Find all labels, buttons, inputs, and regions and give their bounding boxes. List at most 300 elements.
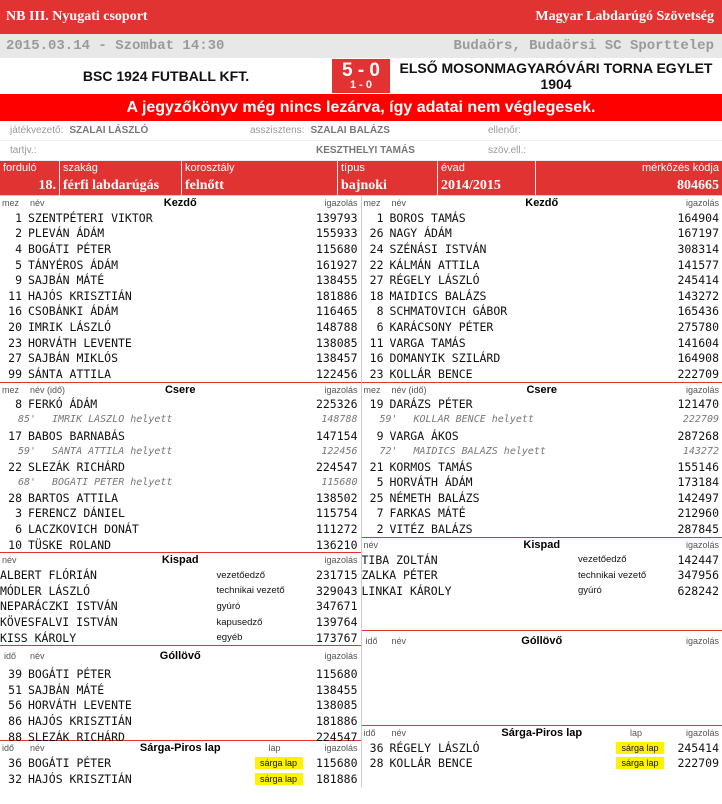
- replaced-player: IMRIK LÁSZLÓ helyett: [52, 414, 173, 426]
- license-id: 142447: [677, 552, 719, 567]
- sub-row[interactable]: [362, 490, 722, 506]
- officials-row-1: [0, 121, 722, 141]
- away-team[interactable]: ELSŐ MOSONMAGYARÓVÁRI TORNA EGYLET 1904: [399, 60, 713, 92]
- license-id: 116465: [315, 304, 358, 319]
- license-id: 287268: [677, 428, 719, 443]
- starter-row[interactable]: [0, 335, 361, 351]
- license-id: 155933: [315, 226, 358, 241]
- license-id: 308314: [677, 241, 719, 256]
- player-name[interactable]: HORVÁTH LEVENTE: [28, 335, 132, 350]
- player-name[interactable]: SLEZÁK RICHÁRD: [28, 459, 125, 474]
- license-id: 224547: [315, 459, 358, 474]
- col-label-left: idő: [2, 743, 15, 754]
- card-row[interactable]: [362, 740, 722, 756]
- staff-name[interactable]: LINKAI KÁROLY: [361, 583, 452, 598]
- section-title: Csere: [526, 383, 558, 396]
- match-code-label: mérkőzés kódja: [641, 162, 719, 174]
- license-id: 141604: [677, 335, 719, 350]
- goal-row: [0, 713, 361, 729]
- player-name[interactable]: BABOS BARNABÁS: [28, 428, 125, 443]
- jersey-number: 8: [376, 304, 384, 319]
- col-label-left: idő: [363, 727, 376, 738]
- license-id: 347671: [315, 599, 358, 614]
- substitution-detail: [362, 443, 722, 459]
- home-column: [0, 196, 362, 787]
- section-title: Sárga-Piros lap: [501, 726, 583, 739]
- player-name[interactable]: VARGA ÁKOS: [389, 428, 459, 443]
- player-name[interactable]: FARKAS MÁTÉ: [389, 506, 466, 521]
- sub-minute: 68': [17, 476, 36, 488]
- match-venue: Budaörs, Budaörsi SC Sporttelep: [453, 38, 714, 54]
- jersey-number: 1: [376, 210, 384, 225]
- staff-name[interactable]: KÖVESFALVI ISTVÁN: [0, 615, 118, 630]
- bench-row: [362, 599, 722, 615]
- player-name[interactable]: SCHMATOVICH GÁBOR: [389, 304, 508, 319]
- card-minute: 32: [8, 771, 22, 786]
- bench-row[interactable]: [362, 567, 722, 583]
- license-id: 164908: [677, 351, 719, 366]
- goal-minute: 51: [8, 682, 22, 697]
- final-score: 5 - 0: [341, 60, 381, 81]
- sub-row[interactable]: [0, 521, 361, 537]
- col-label-id: igazolás: [685, 198, 719, 208]
- assistant-1-name: SZALAI BALÁZS: [310, 125, 390, 136]
- player-name[interactable]: PLEVÁN ÁDÁM: [28, 226, 105, 241]
- jersey-number: 11: [8, 288, 22, 303]
- bench-row[interactable]: [362, 552, 722, 568]
- player-name[interactable]: NAGY ÁDÁM: [389, 226, 452, 241]
- starter-row[interactable]: [0, 319, 361, 335]
- player-name[interactable]: VARGA TAMÁS: [389, 335, 466, 350]
- player-name[interactable]: TÁNYÉROS ÁDÁM: [28, 257, 119, 272]
- match-info-bar: [0, 161, 722, 195]
- col-label-time: idő: [365, 635, 378, 646]
- col-label-time: idő: [4, 651, 17, 662]
- cards-section: [362, 726, 722, 771]
- yellow-card-badge: sárga lap: [616, 757, 664, 769]
- jersey-number: 16: [369, 351, 384, 366]
- starters-section: [0, 196, 361, 383]
- halftime-score: 1 - 0: [349, 79, 372, 91]
- col-label-id: igazolás: [324, 651, 358, 662]
- player-name[interactable]: RÉGELY LÁSZLÓ: [389, 273, 480, 288]
- license-id: 181886: [315, 288, 358, 303]
- player-name[interactable]: BOROS TAMÁS: [389, 210, 466, 225]
- player-name[interactable]: KORMOS TAMÁS: [389, 459, 473, 474]
- not-final-alert: A jegyzőkönyv még nincs lezárva, így adatai nem véglegesek.: [0, 94, 722, 121]
- starter-row[interactable]: [0, 304, 361, 320]
- license-id: 138457: [315, 351, 358, 366]
- starter-row[interactable]: [362, 319, 722, 335]
- goals-section: [362, 631, 722, 726]
- license-id: 347956: [677, 568, 719, 583]
- starter-row[interactable]: [362, 272, 722, 288]
- jersey-number: 11: [369, 335, 384, 350]
- license-id: 115680: [315, 667, 358, 682]
- col-label-left: mez: [2, 384, 20, 395]
- section-title: Kezdő: [525, 197, 559, 209]
- starter-row[interactable]: [0, 241, 361, 257]
- bench-row: [362, 614, 722, 630]
- license-id: 222709: [677, 366, 719, 381]
- license-id: 173184: [677, 475, 719, 490]
- scorer-name[interactable]: HORVÁTH LEVENTE: [28, 698, 132, 713]
- starter-row[interactable]: [0, 272, 361, 288]
- jersey-number: 25: [369, 490, 384, 505]
- referee-label: játékvezető:: [10, 125, 64, 136]
- score-box: [332, 59, 390, 93]
- card-row[interactable]: [0, 771, 361, 787]
- license-id: 111272: [315, 522, 358, 537]
- type-value: bajnoki: [341, 178, 387, 193]
- staff-name[interactable]: ALBERT FLÓRIÁN: [0, 568, 97, 583]
- col-label-name: név: [391, 198, 407, 208]
- staff-name[interactable]: KISS KÁROLY: [0, 630, 77, 645]
- goals-section: [0, 646, 361, 744]
- jersey-number: 19: [369, 397, 384, 412]
- staff-name[interactable]: TIBA ZOLTÁN: [361, 552, 438, 567]
- player-name[interactable]: DARÁZS PÉTER: [389, 397, 473, 412]
- referee-name: SZALAI LÁSZLÓ: [69, 125, 149, 136]
- sub-row[interactable]: [362, 459, 722, 475]
- license-id: 222709: [677, 756, 719, 771]
- yellow-card-badge: sárga lap: [255, 773, 303, 785]
- starter-row[interactable]: [362, 226, 722, 242]
- replaced-license: 222709: [682, 414, 719, 426]
- col-label-name: név: [391, 727, 407, 738]
- branch-label: szakág: [63, 162, 98, 174]
- starter-row[interactable]: [0, 350, 361, 366]
- jersey-number: 7: [376, 506, 384, 521]
- jersey-number: 26: [369, 226, 384, 241]
- license-id: 181886: [315, 714, 358, 729]
- player-name[interactable]: MAIDICS BALÁZS: [389, 288, 487, 303]
- scorer-name[interactable]: SLEZÁK RICHÁRD: [28, 729, 125, 744]
- substitution-detail: [0, 475, 361, 491]
- starter-row[interactable]: [362, 304, 722, 320]
- player-name[interactable]: BARTOS ATTILA: [28, 490, 119, 505]
- col-label-name: név: [363, 539, 379, 550]
- jersey-number: 2: [15, 226, 22, 241]
- sub-row[interactable]: [362, 397, 722, 413]
- card-minute: 36: [369, 740, 384, 755]
- license-id: 138502: [315, 490, 358, 505]
- license-id: 115680: [315, 756, 358, 771]
- license-id: 173767: [315, 630, 358, 645]
- substitution-detail: [0, 443, 361, 459]
- goal-row: [0, 666, 361, 682]
- section-title: Kispad: [161, 554, 199, 567]
- player-name[interactable]: HAJÓS KRISZTIÁN: [28, 288, 132, 303]
- player-name[interactable]: SZÉNÁSI ISTVÁN: [389, 241, 487, 256]
- player-name[interactable]: FERKÓ ÁDÁM: [28, 397, 98, 412]
- section-header: [362, 383, 722, 397]
- tartjv-label: tartjv.:: [10, 145, 37, 156]
- staff-name[interactable]: MÓDLER LÁSZLÓ: [0, 583, 91, 598]
- replaced-license: 115680: [321, 476, 358, 488]
- bench-row[interactable]: [362, 583, 722, 599]
- license-id: 138455: [315, 273, 358, 288]
- license-id: 231715: [315, 568, 358, 583]
- sub-row[interactable]: [0, 537, 361, 553]
- section-title: Kispad: [523, 538, 561, 551]
- col-label-left: mez: [363, 198, 381, 208]
- starter-row[interactable]: [0, 226, 361, 242]
- license-id: 224547: [315, 729, 358, 744]
- goal-row: [0, 682, 361, 698]
- scorer-name[interactable]: SAJBÁN MÁTÉ: [28, 682, 105, 697]
- subs-section: [362, 383, 722, 538]
- federation-name[interactable]: Magyar Labdarúgó Szövetség: [535, 9, 714, 24]
- starter-row[interactable]: [362, 210, 722, 226]
- branch-value: férfi labdarúgás: [63, 178, 160, 193]
- license-id: 225326: [315, 397, 358, 412]
- col-label-card: lap: [268, 743, 281, 754]
- bench-row[interactable]: [0, 599, 361, 615]
- section-title: Góllövő: [521, 634, 563, 647]
- jersey-number: 23: [8, 335, 22, 350]
- license-id: 138085: [315, 335, 358, 350]
- jersey-number: 1: [15, 210, 22, 225]
- goal-minute: 56: [8, 698, 22, 713]
- section-header: [362, 631, 722, 651]
- staff-role: technikai vezető: [578, 569, 647, 581]
- sub-minute: 59': [379, 414, 398, 426]
- bench-section: [0, 553, 361, 646]
- assistant-label: asszisztens:: [250, 125, 305, 136]
- card-row[interactable]: [362, 755, 722, 771]
- license-id: 161927: [315, 257, 358, 272]
- license-id: 245414: [677, 740, 719, 755]
- bench-row[interactable]: [0, 630, 361, 646]
- player-name[interactable]: KOLLÁR BENCE: [389, 366, 473, 381]
- sub-row[interactable]: [0, 506, 361, 522]
- bench-section: [362, 538, 722, 631]
- col-label-id: igazolás: [685, 727, 719, 738]
- match-code-value: 804665: [677, 178, 719, 193]
- col-label-id: igazolás: [324, 555, 358, 566]
- section-header: [0, 741, 361, 755]
- replaced-player: MAIDICS BALÁZS helyett: [413, 445, 546, 457]
- jersey-number: 22: [369, 257, 384, 272]
- szov-label: szöv.ell.:: [488, 145, 527, 156]
- license-id: 275780: [677, 319, 719, 334]
- license-id: 212960: [677, 506, 719, 521]
- col-label-name: név (idő): [391, 384, 427, 395]
- round-value: 18.: [38, 178, 56, 193]
- starter-row[interactable]: [362, 366, 722, 382]
- player-name[interactable]: BOGÁTI PÉTER: [28, 241, 112, 256]
- col-label-id: igazolás: [324, 743, 358, 754]
- card-minute: 36: [8, 756, 22, 771]
- jersey-number: 27: [8, 351, 22, 366]
- license-id: 142497: [677, 490, 719, 505]
- col-label-left: mez: [2, 198, 20, 208]
- starter-row[interactable]: [362, 288, 722, 304]
- jersey-number: 18: [369, 288, 384, 303]
- player-name[interactable]: RÉGELY LÁSZLÓ: [389, 740, 480, 755]
- player-name[interactable]: SÁNTA ATTILA: [28, 366, 112, 381]
- player-name[interactable]: IMRIK LÁSZLÓ: [28, 319, 112, 334]
- staff-name[interactable]: NEPARÁCZKI ISTVÁN: [0, 599, 118, 614]
- scorer-name[interactable]: BOGÁTI PÉTER: [28, 667, 112, 682]
- starters-section: [362, 196, 722, 383]
- officials-row-2: [0, 141, 722, 161]
- home-team[interactable]: BSC 1924 FUTBALL KFT.: [82, 68, 250, 84]
- substitution-detail: [362, 412, 722, 428]
- bench-row[interactable]: [0, 567, 361, 583]
- player-name[interactable]: HORVÁTH ÁDÁM: [389, 475, 473, 490]
- license-id: 287845: [677, 522, 719, 537]
- yellow-card-badge: sárga lap: [255, 757, 303, 769]
- col-label-name: név: [391, 635, 407, 646]
- starter-row[interactable]: [0, 257, 361, 273]
- sub-row[interactable]: [362, 506, 722, 522]
- license-id: 181886: [315, 771, 358, 786]
- section-header: [0, 646, 361, 666]
- col-label-id: igazolás: [685, 635, 719, 646]
- starter-row[interactable]: [0, 288, 361, 304]
- jersey-number: 22: [8, 459, 22, 474]
- sub-row[interactable]: [0, 490, 361, 506]
- staff-role: gyúró: [216, 600, 241, 612]
- sub-minute: 59': [17, 445, 36, 457]
- date-bar: [0, 34, 722, 58]
- section-title: Kezdő: [163, 197, 197, 209]
- replaced-license: 143272: [682, 445, 719, 457]
- col-label-card: lap: [629, 727, 642, 738]
- sub-row[interactable]: [362, 428, 722, 444]
- player-name[interactable]: NÉMETH BALÁZS: [389, 490, 480, 505]
- player-name[interactable]: BOGÁTI PÉTER: [28, 756, 112, 771]
- assistant-2-name: KESZTHELYI TAMÁS: [316, 145, 415, 156]
- jersey-number: 3: [15, 506, 22, 521]
- section-header: [0, 196, 361, 210]
- player-name[interactable]: SAJBÁN MIKLÓS: [28, 351, 119, 366]
- scoreline: [0, 58, 722, 94]
- player-name[interactable]: VITÉZ BALÁZS: [389, 522, 473, 537]
- staff-role: vezetőedző: [578, 554, 627, 566]
- player-name[interactable]: SZENTPÉTERI VIKTOR: [28, 210, 153, 225]
- goal-minute: 88: [8, 729, 22, 744]
- sub-row[interactable]: [362, 521, 722, 537]
- jersey-number: 23: [369, 366, 384, 381]
- lineups: [0, 195, 722, 787]
- age-group-label: korosztály: [185, 162, 235, 174]
- starter-row[interactable]: [362, 241, 722, 257]
- jersey-number: 21: [369, 459, 384, 474]
- jersey-number: 10: [8, 537, 22, 552]
- jersey-number: 16: [8, 304, 22, 319]
- player-name[interactable]: KARÁCSONY PÉTER: [389, 319, 494, 334]
- card-minute: 28: [369, 756, 384, 771]
- jersey-number: 27: [369, 273, 384, 288]
- col-label-name: név: [30, 198, 45, 208]
- away-column: [362, 196, 722, 787]
- goal-row: [362, 698, 722, 714]
- jersey-number: 5: [376, 475, 384, 490]
- col-label-id: igazolás: [685, 539, 719, 550]
- license-id: 165436: [677, 304, 719, 319]
- bench-row[interactable]: [0, 583, 361, 599]
- col-label-id: igazolás: [685, 384, 719, 395]
- player-name[interactable]: LACZKOVICH DONÁT: [28, 522, 139, 537]
- jersey-number: 99: [8, 366, 22, 381]
- replaced-player: KOLLÁR BENCE helyett: [413, 414, 534, 426]
- sub-row[interactable]: [362, 475, 722, 491]
- staff-role: technikai vezető: [216, 585, 285, 597]
- starter-row[interactable]: [0, 366, 361, 382]
- goal-row: [0, 698, 361, 714]
- goal-row: [362, 651, 722, 667]
- match-date: 2015.03.14 - Szombat 14:30: [6, 38, 225, 54]
- replaced-player: BOGÁTI PÉTER helyett: [52, 476, 173, 488]
- license-id: 138085: [315, 698, 358, 713]
- starter-row[interactable]: [0, 210, 361, 226]
- jersey-number: 28: [8, 490, 22, 505]
- license-id: 121470: [677, 397, 719, 412]
- starter-row[interactable]: [362, 335, 722, 351]
- player-name[interactable]: SAJBÁN MÁTÉ: [28, 273, 105, 288]
- starter-row[interactable]: [362, 350, 722, 366]
- card-row[interactable]: [0, 755, 361, 771]
- goal-minute: 86: [8, 714, 22, 729]
- staff-name[interactable]: ZALKA PÉTER: [361, 568, 438, 583]
- license-id: 329043: [315, 583, 358, 598]
- section-header: [362, 538, 722, 552]
- league-name: NB III. Nyugati csoport: [6, 9, 148, 24]
- age-group-value: felnőtt: [185, 178, 224, 193]
- jersey-number: 2: [376, 522, 384, 537]
- col-label-name: név: [30, 651, 45, 662]
- yellow-card-badge: sárga lap: [616, 742, 664, 754]
- license-id: 143272: [677, 288, 719, 303]
- player-name[interactable]: FERENCZ DÁNIEL: [28, 506, 125, 521]
- license-id: 167197: [677, 226, 719, 241]
- player-name[interactable]: DOMANYIK SZILÁRD: [389, 351, 501, 366]
- player-name[interactable]: TÜSKE ROLAND: [28, 537, 112, 552]
- round-label: forduló: [3, 162, 37, 174]
- player-name[interactable]: KÁLMÁN ATTILA: [389, 257, 480, 272]
- license-id: 245414: [677, 273, 719, 288]
- license-id: 147154: [315, 428, 358, 443]
- jersey-number: 9: [376, 428, 384, 443]
- license-id: 138455: [315, 682, 358, 697]
- goal-minute: 39: [8, 667, 22, 682]
- type-label: típus: [341, 162, 365, 174]
- sub-row[interactable]: [0, 459, 361, 475]
- staff-role: egyéb: [216, 632, 243, 644]
- player-name[interactable]: HAJÓS KRISZTIÁN: [28, 771, 132, 786]
- license-id: 148788: [315, 319, 358, 334]
- player-name[interactable]: KOLLÁR BENCE: [389, 756, 473, 771]
- scorer-name[interactable]: HAJÓS KRISZTIÁN: [28, 714, 132, 729]
- license-id: 136210: [315, 537, 358, 552]
- col-label-name: név: [30, 743, 45, 754]
- season-label: évad: [441, 162, 465, 174]
- jersey-number: 4: [15, 241, 22, 256]
- section-title: Csere: [164, 383, 196, 396]
- sub-row[interactable]: [0, 397, 361, 413]
- sub-row[interactable]: [0, 428, 361, 444]
- jersey-number: 24: [369, 241, 384, 256]
- section-header: [362, 196, 722, 210]
- col-label-name: név: [2, 555, 17, 566]
- player-name[interactable]: CSOBÁNKI ÁDÁM: [28, 304, 119, 319]
- subs-section: [0, 383, 361, 554]
- bench-row[interactable]: [0, 614, 361, 630]
- starter-row[interactable]: [362, 257, 722, 273]
